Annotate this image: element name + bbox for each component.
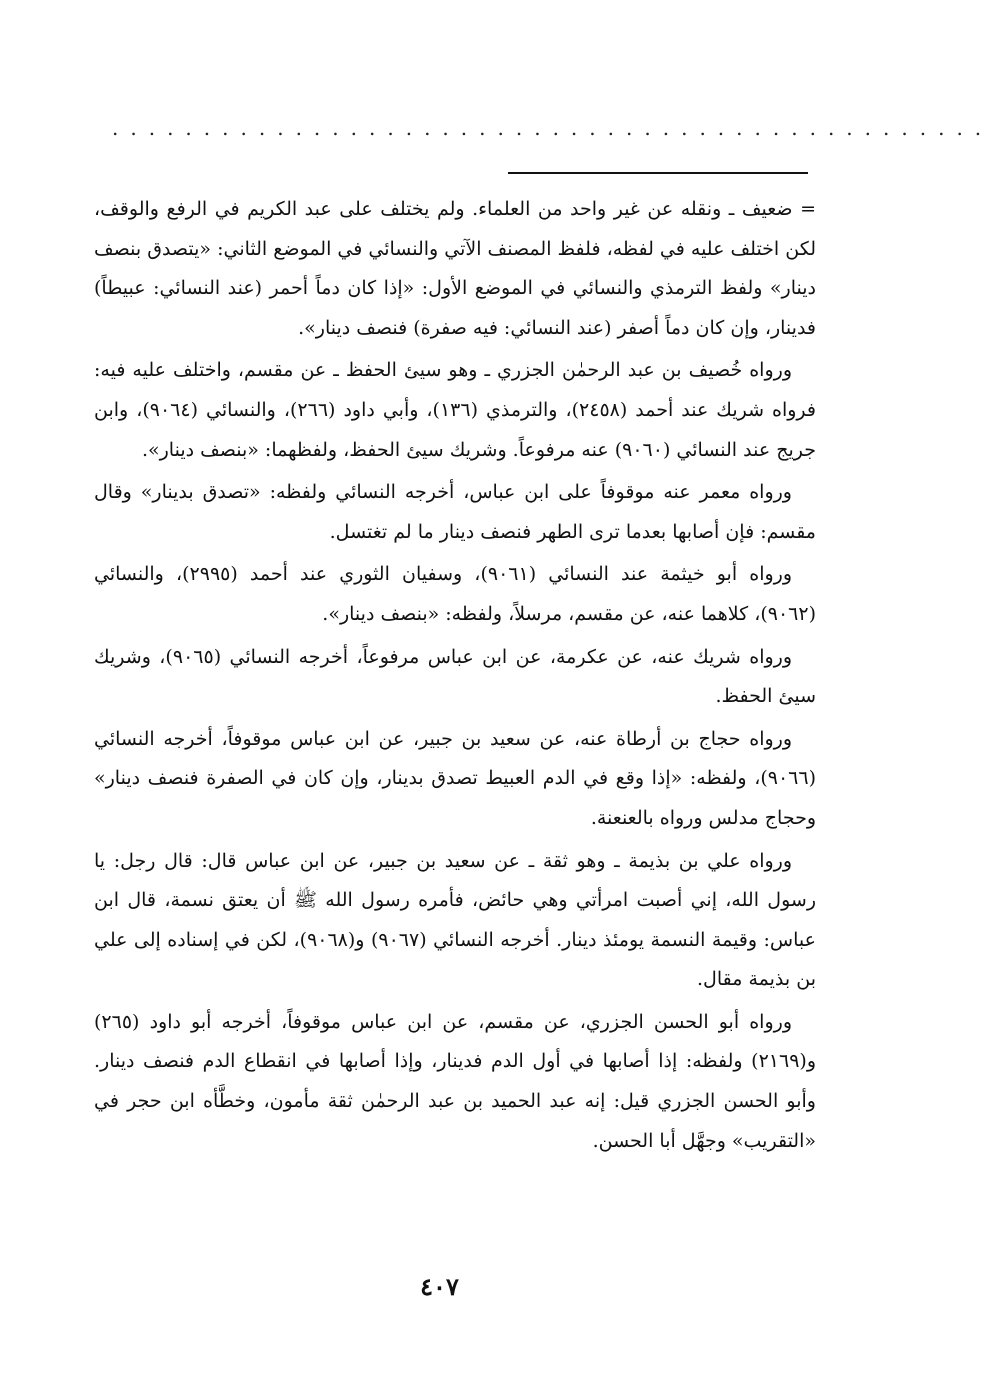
footnote-paragraph: = ضعيف ـ ونقله عن غير واحد من العلماء. ولم يختلف على عبد الكريم في الرفع والوقف، لكن اختلف عليه في لفظه، فلفظ المصنف الآتي والنسائي في الموضع الثاني: «يتصدق بنصف دينار» ولفظ الترمذي والنسائي في الموضع الأول: «إذا كان دماً أحمر (عند النسائي: عبيطاً) فدينار، وإن كان دماً أصفر (عند النسائي: فيه صفرة) فنصف دينار». xyxy=(94,198,816,339)
separator-dots: ................................................ xyxy=(112,116,993,140)
footnote-body xyxy=(94,190,816,1164)
page-number: ٤٠٧ xyxy=(420,1272,459,1301)
footnote-paragraph: ورواه حجاج بن أرطاة عنه، عن سعيد بن جبير، عن ابن عباس موقوفاً، أخرجه النسائي (٩٠٦٦)، ولفظه: «إذا وقع في الدم العبيط تصدق بدينار، وإن كان في الصفرة فنصف دينار» وحجاج مدلس ورواه بالعنعنة. xyxy=(94,727,816,829)
footnote-paragraph: ورواه خُصيف بن عبد الرحمٰن الجزري ـ وهو سيئ الحفظ ـ عن مقسم، واختلف عليه فيه: فرواه شريك عند أحمد (٢٤٥٨)، والترمذي (١٣٦)، وأبي داود (٢٦٦)، والنسائي (٩٠٦٤)، وابن جريج عند النسائي (٩٠٦٠) عنه مرفوعاً. وشريك سيئ الحفظ، ولفظهما: «بنصف دينار». xyxy=(94,359,816,461)
footnote-paragraph: ورواه شريك عنه، عن عكرمة، عن ابن عباس مرفوعاً، أخرجه النسائي (٩٠٦٥)، وشريك سيئ الحفظ. xyxy=(94,645,816,708)
footnote-paragraph: ورواه أبو الحسن الجزري، عن مقسم، عن ابن عباس موقوفاً، أخرجه أبو داود (٢٦٥) و(٢١٦٩) ولفظه: إذا أصابها في أول الدم فدينار، وإذا أصابها في انقطاع الدم فنصف دينار. وأبو الحسن الجزري قيل: إنه عبد الحميد بن عبد الرحمٰن ثقة مأمون، وخطَّأه ابن حجر في «التقريب» وجهَّل أبا الحسن. xyxy=(94,1010,816,1152)
footnote-rule xyxy=(508,172,808,174)
footnote-paragraph: ورواه أبو خيثمة عند النسائي (٩٠٦١)، وسفيان الثوري عند أحمد (٢٩٩٥)، والنسائي (٩٠٦٢)، كلاهما عنه، عن مقسم، مرسلاً، ولفظه: «بنصف دينار». xyxy=(94,563,816,625)
footnote-paragraph: ورواه علي بن بذيمة ـ وهو ثقة ـ عن سعيد بن جبير، عن ابن عباس قال: قال رجل: يا رسول الله، إني أصبت امرأتي وهي حائض، فأمره رسول الله ﷺ أن يعتق نسمة، قال ابن عباس: وقيمة النسمة يومئذ دينار. أخرجه النسائي (٩٠٦٧) و(٩٠٦٨)، لكن في إسناده إلى علي بن بذيمة مقال. xyxy=(94,849,816,991)
footnote-paragraph: ورواه معمر عنه موقوفاً على ابن عباس، أخرجه النسائي ولفظه: «تصدق بدينار» وقال مقسم: فإن أصابها بعدما ترى الطهر فنصف دينار ما لم تغتسل. xyxy=(94,481,816,543)
